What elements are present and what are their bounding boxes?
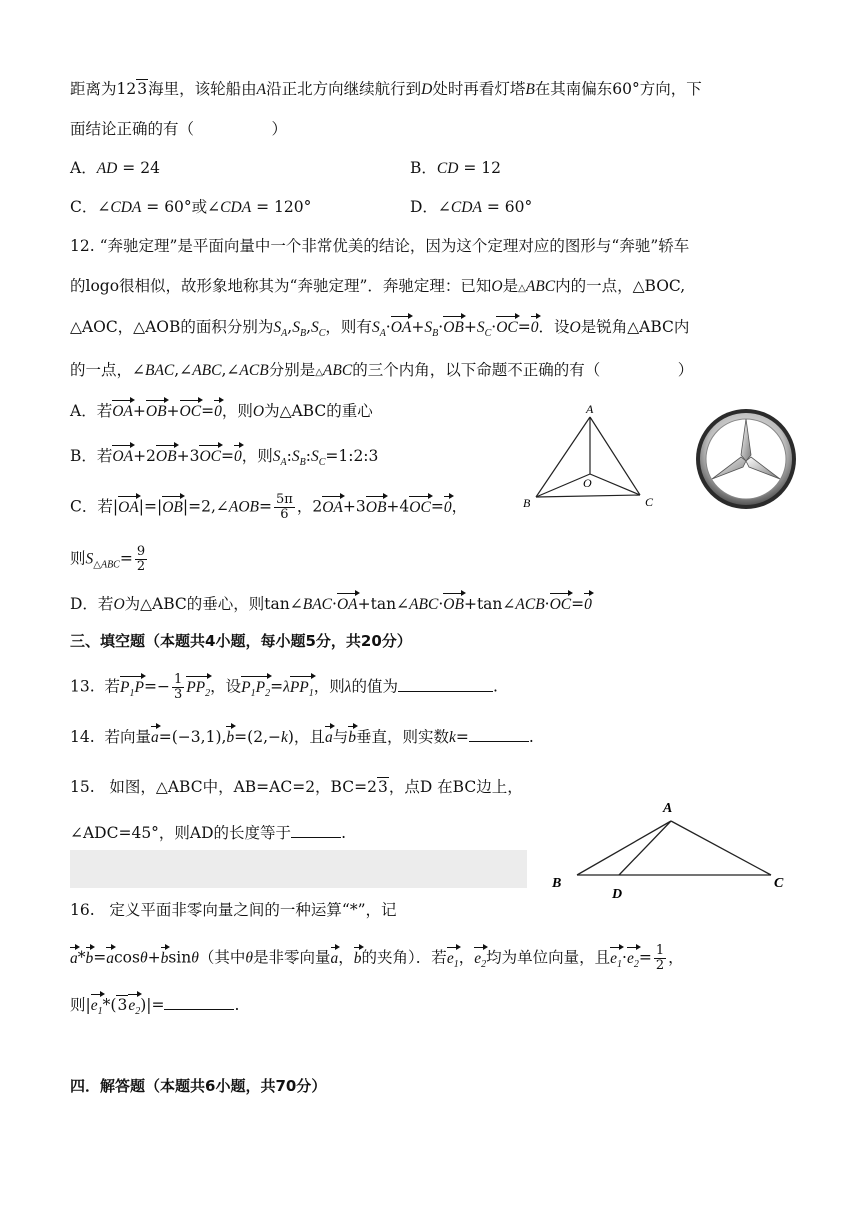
q12-option-b: B．若OA+2OB+3OC=0，则$S_A:S_B:S_C=1:2:3$ — [70, 447, 379, 469]
q12-line2: 的logo很相似，故形象地称其为“奔驰定理”．奔驰定理：已知O是△ABC内的一点，△BOC, — [70, 277, 686, 295]
q12-option-c1: C．若|OA|=|OB|=2,∠AOB= $\frac{5\pi}{6}$ ，2OA+3OB+4OC=0， — [70, 492, 468, 522]
vertex-c-label: C — [774, 876, 784, 891]
q14: 14. 若向量a=(−3,1),b=(2,−k)，且a与b垂直，则实数k= . — [70, 726, 534, 749]
vertex-a-label: A — [663, 801, 673, 816]
vertex-b-label: B — [523, 496, 531, 510]
q11-option-c: C．∠CDA = 60°或∠CDA = 120° — [70, 198, 312, 216]
q11-option-a: A．AD = 24 — [70, 159, 160, 177]
benz-logo-image — [692, 405, 800, 513]
vertex-c-label: C — [645, 495, 654, 509]
q12-option-d: D．若O为△ABC的垂心，则tan∠BAC·OA+tan∠ABC·OB+tan∠ACB·OC=0 — [70, 593, 592, 616]
q12-line3: △AOC，△AOB的面积分别为$S_A,S_B,S_C$，则有$S_A\cdot OA+S_B\cdot OB+S_C\cdot OC=0$．设O是锐角△ABC内 — [70, 318, 690, 340]
q16-line2: a*b=acosθ+bsinθ（其中θ是非零向量a，b的夹角）．若$e_1$，$e_2$均为单位向量，且$e_1\cdot e_2=$ $\frac{1}{2}$ ， — [70, 944, 684, 976]
q11-line1: 距离为123海里，该轮船由A沿正北方向继续航行到D处时再看灯塔B在其南偏东60°方向，下 — [70, 80, 702, 98]
q12-line4: 的一点，∠BAC,∠ABC,∠ACB分别是△ABC的三个内角，以下命题不正确的有（ ） — [70, 361, 694, 379]
q15-line1: 15. 如图，△ABC中，AB=AC=2，BC=23，点D 在BC边上， — [70, 778, 523, 796]
q11-line2: 面结论正确的有（ ） — [70, 120, 288, 138]
point-d-label: D — [612, 887, 623, 902]
q13: 13. 若$P_1P=-$ $\frac{1}{3}$ $PP_2$，设$P_1P_2=\lambda PP_1$，则λ的值为 . — [70, 673, 498, 705]
section-3-heading: 三、填空题（本题共4小题，每小题5分，共20分） — [70, 632, 412, 650]
q12-option-a: A．若OA+OB+OC=0，则O为△ABC的重心 — [70, 400, 373, 423]
q12-option-c2: 则$S_{\triangle ABC}=$ $\frac{9}{2}$ — [70, 544, 146, 574]
q12-line1: 12. “奔驰定理”是平面向量中一个非常优美的结论，因为这个定理对应的图形与“奔驰”轿车 — [70, 237, 690, 255]
q16-line3: 则$|e_1*(3e_2)|=$ . — [70, 994, 239, 1023]
benz-triangle-figure — [518, 400, 658, 515]
section-4-heading: 四．解答题（本题共6小题，共70分） — [70, 1077, 327, 1095]
q11-option-b: B．CD = 12 — [410, 159, 502, 177]
vertex-a-label: A — [586, 402, 594, 416]
q11-option-d: D．∠CDA = 60° — [410, 198, 533, 216]
point-o-label: O — [583, 476, 592, 490]
q15-triangle-figure — [548, 790, 798, 905]
gray-band — [70, 850, 527, 888]
vertex-b-label: B — [552, 876, 562, 891]
q15-line2: ∠ADC=45°，则AD的长度等于 . — [70, 824, 346, 842]
q16-line1: 16. 定义平面非零向量之间的一种运算“*”，记 — [70, 901, 397, 919]
